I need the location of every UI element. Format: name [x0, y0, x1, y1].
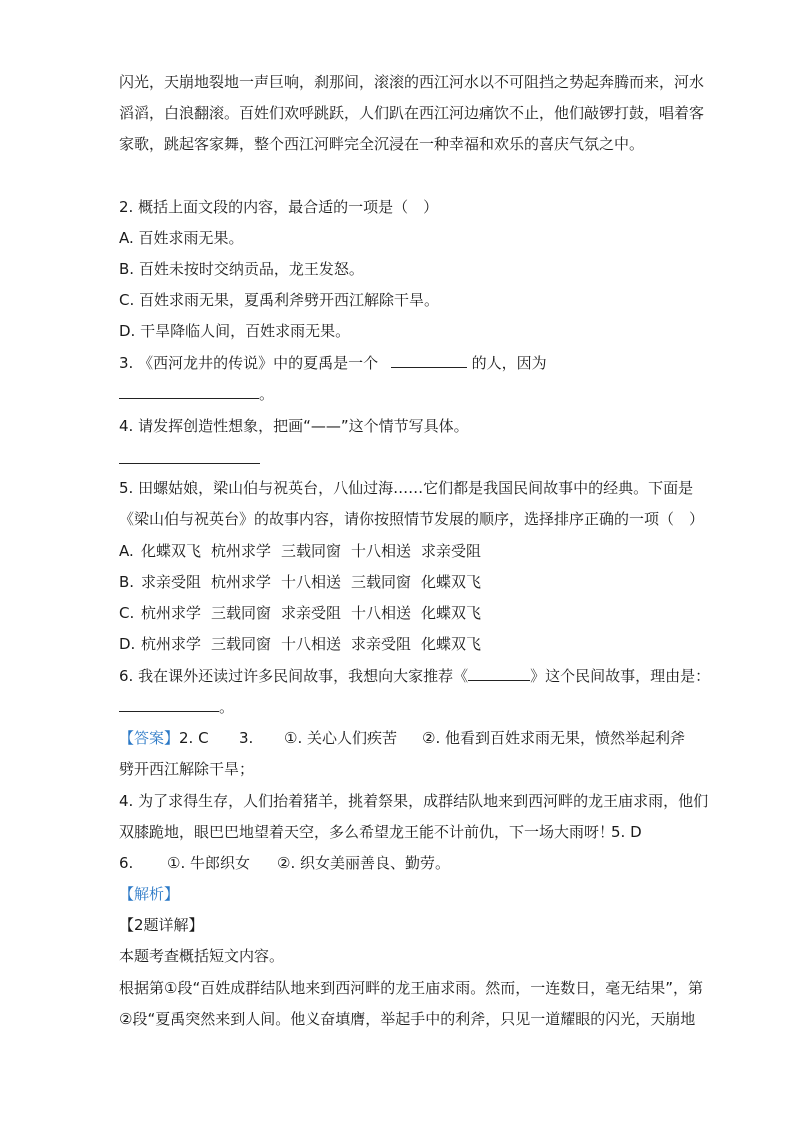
- option-item: 杭州求学: [141, 635, 202, 653]
- question-6-text-1: 6. 我在课外还读过许多民间故事，我想向大家推荐《: [119, 667, 469, 685]
- question-6-end: 。: [219, 698, 235, 716]
- question-5-stem-2: 《梁山伯与祝英台》的故事内容，请你按照情节发展的顺序，选择排序正确的一项（ ）: [119, 510, 705, 528]
- passage-line-2: 滔滔，白浪翻滚。百姓们欢呼跳跃，人们趴在西江河边痛饮不止，他们敲锣打鼓，唱着客: [119, 104, 705, 122]
- question-2-option-b: B. 百姓未按时交纳贡品，龙王发怒。: [119, 260, 364, 278]
- answer-line-4: [119, 822, 642, 842]
- option-item: 三载同窗: [211, 635, 272, 653]
- question-6-text-2: 》这个民间故事，理由是：: [530, 667, 711, 685]
- option-item: 三载同窗: [281, 542, 342, 560]
- question-3-text-2: 的人，因为: [471, 354, 547, 372]
- option-item: 求亲受阻: [351, 635, 412, 653]
- option-item: 十八相送: [281, 573, 342, 591]
- option-item: 杭州求学: [211, 542, 272, 560]
- option-item: 三载同窗: [211, 604, 272, 622]
- answer-5: 5. D: [611, 823, 642, 841]
- question-3-line-2: [119, 384, 274, 404]
- option-label: A.: [119, 542, 134, 560]
- question-3-line-1: [119, 353, 547, 373]
- question-3-blank-1[interactable]: [391, 353, 467, 368]
- answer-line-2: 劈开西江解除干旱；: [119, 760, 255, 778]
- analysis-subheading: 【2题详解】: [119, 916, 204, 934]
- question-6-blank-reason[interactable]: [119, 697, 219, 712]
- answer-6-label: 6.: [119, 854, 134, 872]
- answer-label: 【答案】: [119, 729, 180, 747]
- question-3-blank-2[interactable]: [119, 384, 259, 399]
- answer-4-end: 双膝跪地，眼巴巴地望着天空，多么希望龙王能不计前仇，下一场大雨呀！: [119, 823, 615, 841]
- analysis-line-3: ②段“夏禹突然来到人间。他义奋填膺，举起手中的利斧，只见一道耀眼的闪光，天崩地: [119, 1010, 696, 1028]
- question-2-option-c: C. 百姓求雨无果，夏禹利斧劈开西江解除干旱。: [119, 291, 440, 309]
- question-4-stem: 4. 请发挥创造性想象，把画“——”这个情节写具体。: [119, 417, 469, 435]
- option-item: 十八相送: [281, 635, 342, 653]
- option-item: 杭州求学: [141, 604, 202, 622]
- option-item: 十八相送: [351, 542, 412, 560]
- question-6-line-1: [119, 666, 710, 686]
- question-5-option-d: [119, 634, 481, 654]
- analysis-label: 【解析】: [119, 885, 180, 903]
- analysis-line-1: 本题考查概括短文内容。: [119, 947, 285, 965]
- question-3-text-1: 3. 《西河龙井的传说》中的夏禹是一个: [119, 354, 379, 372]
- option-item: 求亲受阻: [421, 542, 482, 560]
- answer-2: 2. C: [179, 729, 209, 747]
- option-item: 化蝶双飞: [421, 573, 482, 591]
- answer-3-part-1: ①. 关心人们疾苦: [284, 729, 397, 747]
- answer-6-end: 。: [434, 854, 450, 872]
- question-5-option-a: [119, 541, 481, 561]
- question-3-end: 。: [259, 385, 275, 403]
- option-item: 杭州求学: [211, 573, 272, 591]
- question-5-option-b: [119, 572, 481, 592]
- option-item: 化蝶双飞: [421, 635, 482, 653]
- question-2-option-d: D. 干旱降临人间，百姓求雨无果。: [119, 322, 351, 340]
- option-label: C.: [119, 604, 135, 622]
- answer-line-1: [119, 728, 685, 748]
- question-6-line-2: [119, 697, 234, 717]
- passage-line-1: 闪光，天崩地裂地一声巨响，刹那间，滚滚的西江河水以不可阻挡之势起奔腾而来，河水: [119, 73, 705, 91]
- answer-line-3: 4. 为了求得生存，人们抬着猪羊，挑着祭果，成群结队地来到西河畔的龙王庙求雨，他们: [119, 792, 709, 810]
- option-label: B.: [119, 573, 135, 591]
- option-item: 十八相送: [351, 604, 412, 622]
- answer-3-part-2: ②. 他看到百姓求雨无果，愤然举起利斧: [422, 729, 686, 747]
- answer-6-part-2: ②. 织女美丽善良、勤劳: [277, 854, 435, 872]
- option-item: 求亲受阻: [141, 573, 202, 591]
- question-4-answer-line[interactable]: [119, 463, 260, 464]
- passage-line-3: 家歌，跳起客家舞，整个西江河畔完全沉浸在一种幸福和欢乐的喜庆气氛之中。: [119, 135, 645, 153]
- option-label: D.: [119, 635, 136, 653]
- option-item: 求亲受阻: [281, 604, 342, 622]
- question-6-blank-title[interactable]: [468, 666, 530, 681]
- answer-3-label: 3.: [239, 729, 254, 747]
- answer-line-5: [119, 853, 450, 873]
- answer-6-part-1: ①. 牛郎织女: [167, 854, 250, 872]
- question-2-stem: 2. 概括上面文段的内容，最合适的一项是（ ）: [119, 198, 439, 216]
- option-item: 化蝶双飞: [141, 542, 202, 560]
- question-5-stem-1: 5. 田螺姑娘，梁山伯与祝英台，八仙过海……它们都是我国民间故事中的经典。下面是: [119, 479, 694, 497]
- question-5-option-c: [119, 603, 481, 623]
- option-item: 三载同窗: [351, 573, 412, 591]
- question-2-option-a: A. 百姓求雨无果。: [119, 229, 244, 247]
- option-item: 化蝶双飞: [421, 604, 482, 622]
- analysis-line-2: 根据第①段“百姓成群结队地来到西河畔的龙王庙求雨。然而，一连数日，毫无结果”，第: [119, 979, 703, 997]
